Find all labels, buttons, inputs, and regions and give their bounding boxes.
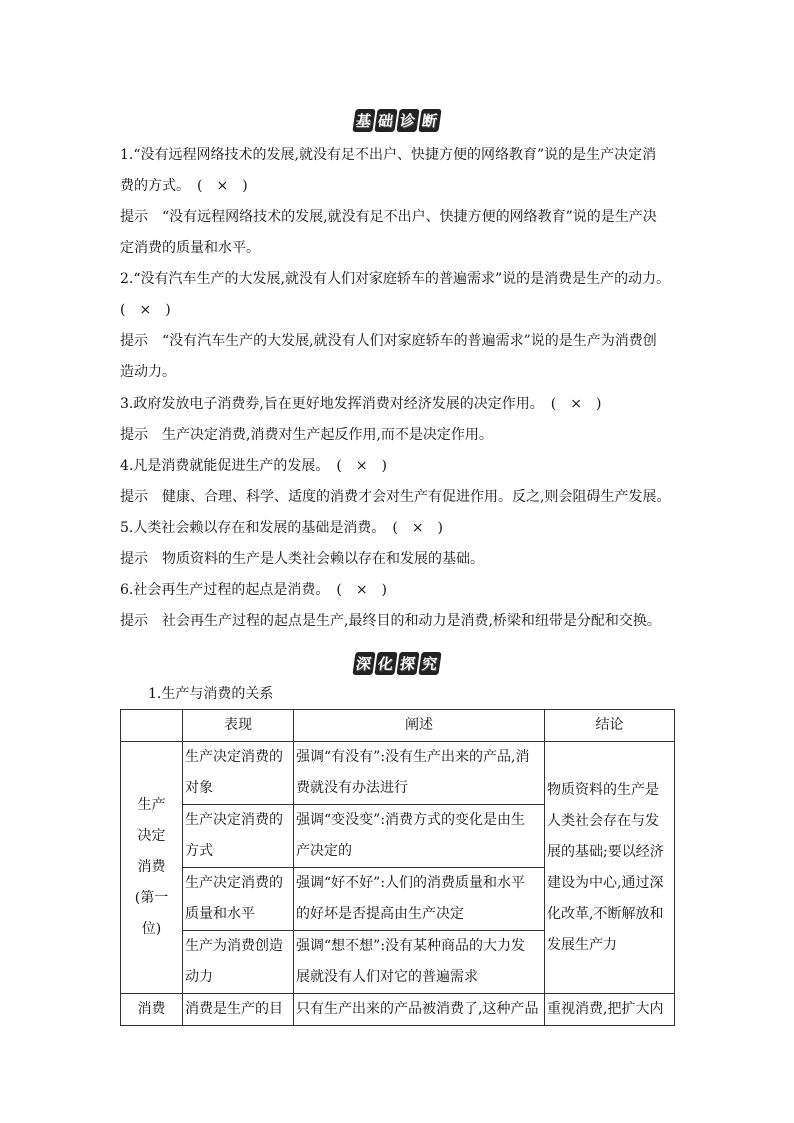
question-3: 3.政府发放电子消费券,旨在更好地发挥消费对经济发展的决定作用。 ( × )	[120, 396, 602, 412]
question-2-line-2: ( × )	[120, 302, 171, 318]
hint-5: 提示 物质资料的生产是人类社会赖以存在和发展的基础。	[120, 551, 484, 567]
cell-biaoxian: 生产为消费创造 动力	[183, 931, 294, 994]
hint-6: 提示 社会再生产过程的起点是生产,最终目的和动力是消费,桥梁和纽带是分配和交换。	[120, 613, 661, 629]
cell-conclusion: 重视消费,把扩大内	[545, 994, 675, 1026]
cell-chanshu: 强调“想不想”:没有某种商品的大力发 展就没有人们对它的普遍需求	[294, 931, 545, 994]
hint-2-line-2: 造动力。	[120, 364, 176, 380]
hint-1-line-2: 定消费的质量和水平。	[120, 240, 260, 256]
header-biaoxian: 表现	[183, 710, 294, 742]
header-jielun: 结论	[545, 710, 675, 742]
header-empty	[121, 710, 183, 742]
group-label-production: 生产 决定 消费 (第一 位)	[121, 742, 183, 994]
header-chanshu: 阐述	[294, 710, 545, 742]
cell-chanshu: 强调“好不好”:人们的消费质量和水平 的好坏是否提高由生产决定	[294, 868, 545, 931]
question-1-line-2: 费的方式。 ( × )	[120, 178, 248, 194]
question-2-line-1: 2.“没有汽车生产的大发展,就没有人们对家庭轿车的普遍需求”说的是消费是生产的动力。	[120, 271, 671, 287]
section-badge-deep	[0, 650, 794, 677]
hint-3: 提示 生产决定消费,消费对生产起反作用,而不是决定作用。	[120, 427, 493, 443]
question-6: 6.社会再生产过程的起点是消费。 ( × )	[120, 582, 388, 598]
table-row	[121, 742, 675, 805]
cell-chanshu: 强调“有没有”:没有生产出来的产品,消 费就没有办法进行	[294, 742, 545, 805]
cell-biaoxian: 生产决定消费的 方式	[183, 805, 294, 868]
section-badge-basic	[0, 107, 794, 134]
question-5: 5.人类社会赖以存在和发展的基础是消费。 ( × )	[120, 520, 444, 536]
cell-biaoxian: 生产决定消费的 对象	[183, 742, 294, 805]
table-header-row	[121, 710, 675, 742]
hint-1-line-1: 提示 “没有远程网络技术的发展,就没有足不出户、快捷方便的网络教育”说的是生产决	[120, 209, 657, 225]
cell-conclusion: 物质资料的生产是 人类社会存在与发 展的基础;要以经济 建设为中心,通过深 化改革,不断解放和 发展生产力	[545, 742, 675, 994]
question-4: 4.凡是消费就能促进生产的发展。 ( × )	[120, 458, 388, 474]
cell-chanshu: 强调“变没变”:消费方式的变化是由生 产决定的	[294, 805, 545, 868]
table-row	[121, 994, 675, 1026]
cell-biaoxian: 消费是生产的目	[183, 994, 294, 1026]
table-title: 1.生产与消费的关系	[148, 686, 274, 702]
hint-2-line-1: 提示 “没有汽车生产的大发展,就没有人们对家庭轿车的普遍需求”说的是生产为消费创	[120, 333, 657, 349]
question-1-line-1: 1.“没有远程网络技术的发展,就没有足不出户、快捷方便的网络教育”说的是生产决定消	[120, 147, 657, 163]
section-title-deep: 深 化 探 究	[346, 650, 448, 677]
group-label-consumption: 消费	[121, 994, 183, 1026]
hint-4: 提示 健康、合理、科学、适度的消费才会对生产有促进作用。反之,则会阻碍生产发展。	[120, 489, 671, 505]
cell-biaoxian: 生产决定消费的 质量和水平	[183, 868, 294, 931]
relation-table	[120, 709, 675, 1026]
cell-chanshu: 只有生产出来的产品被消费了,这种产品	[294, 994, 545, 1026]
section-title-basic: 基 础 诊 断	[346, 107, 448, 134]
